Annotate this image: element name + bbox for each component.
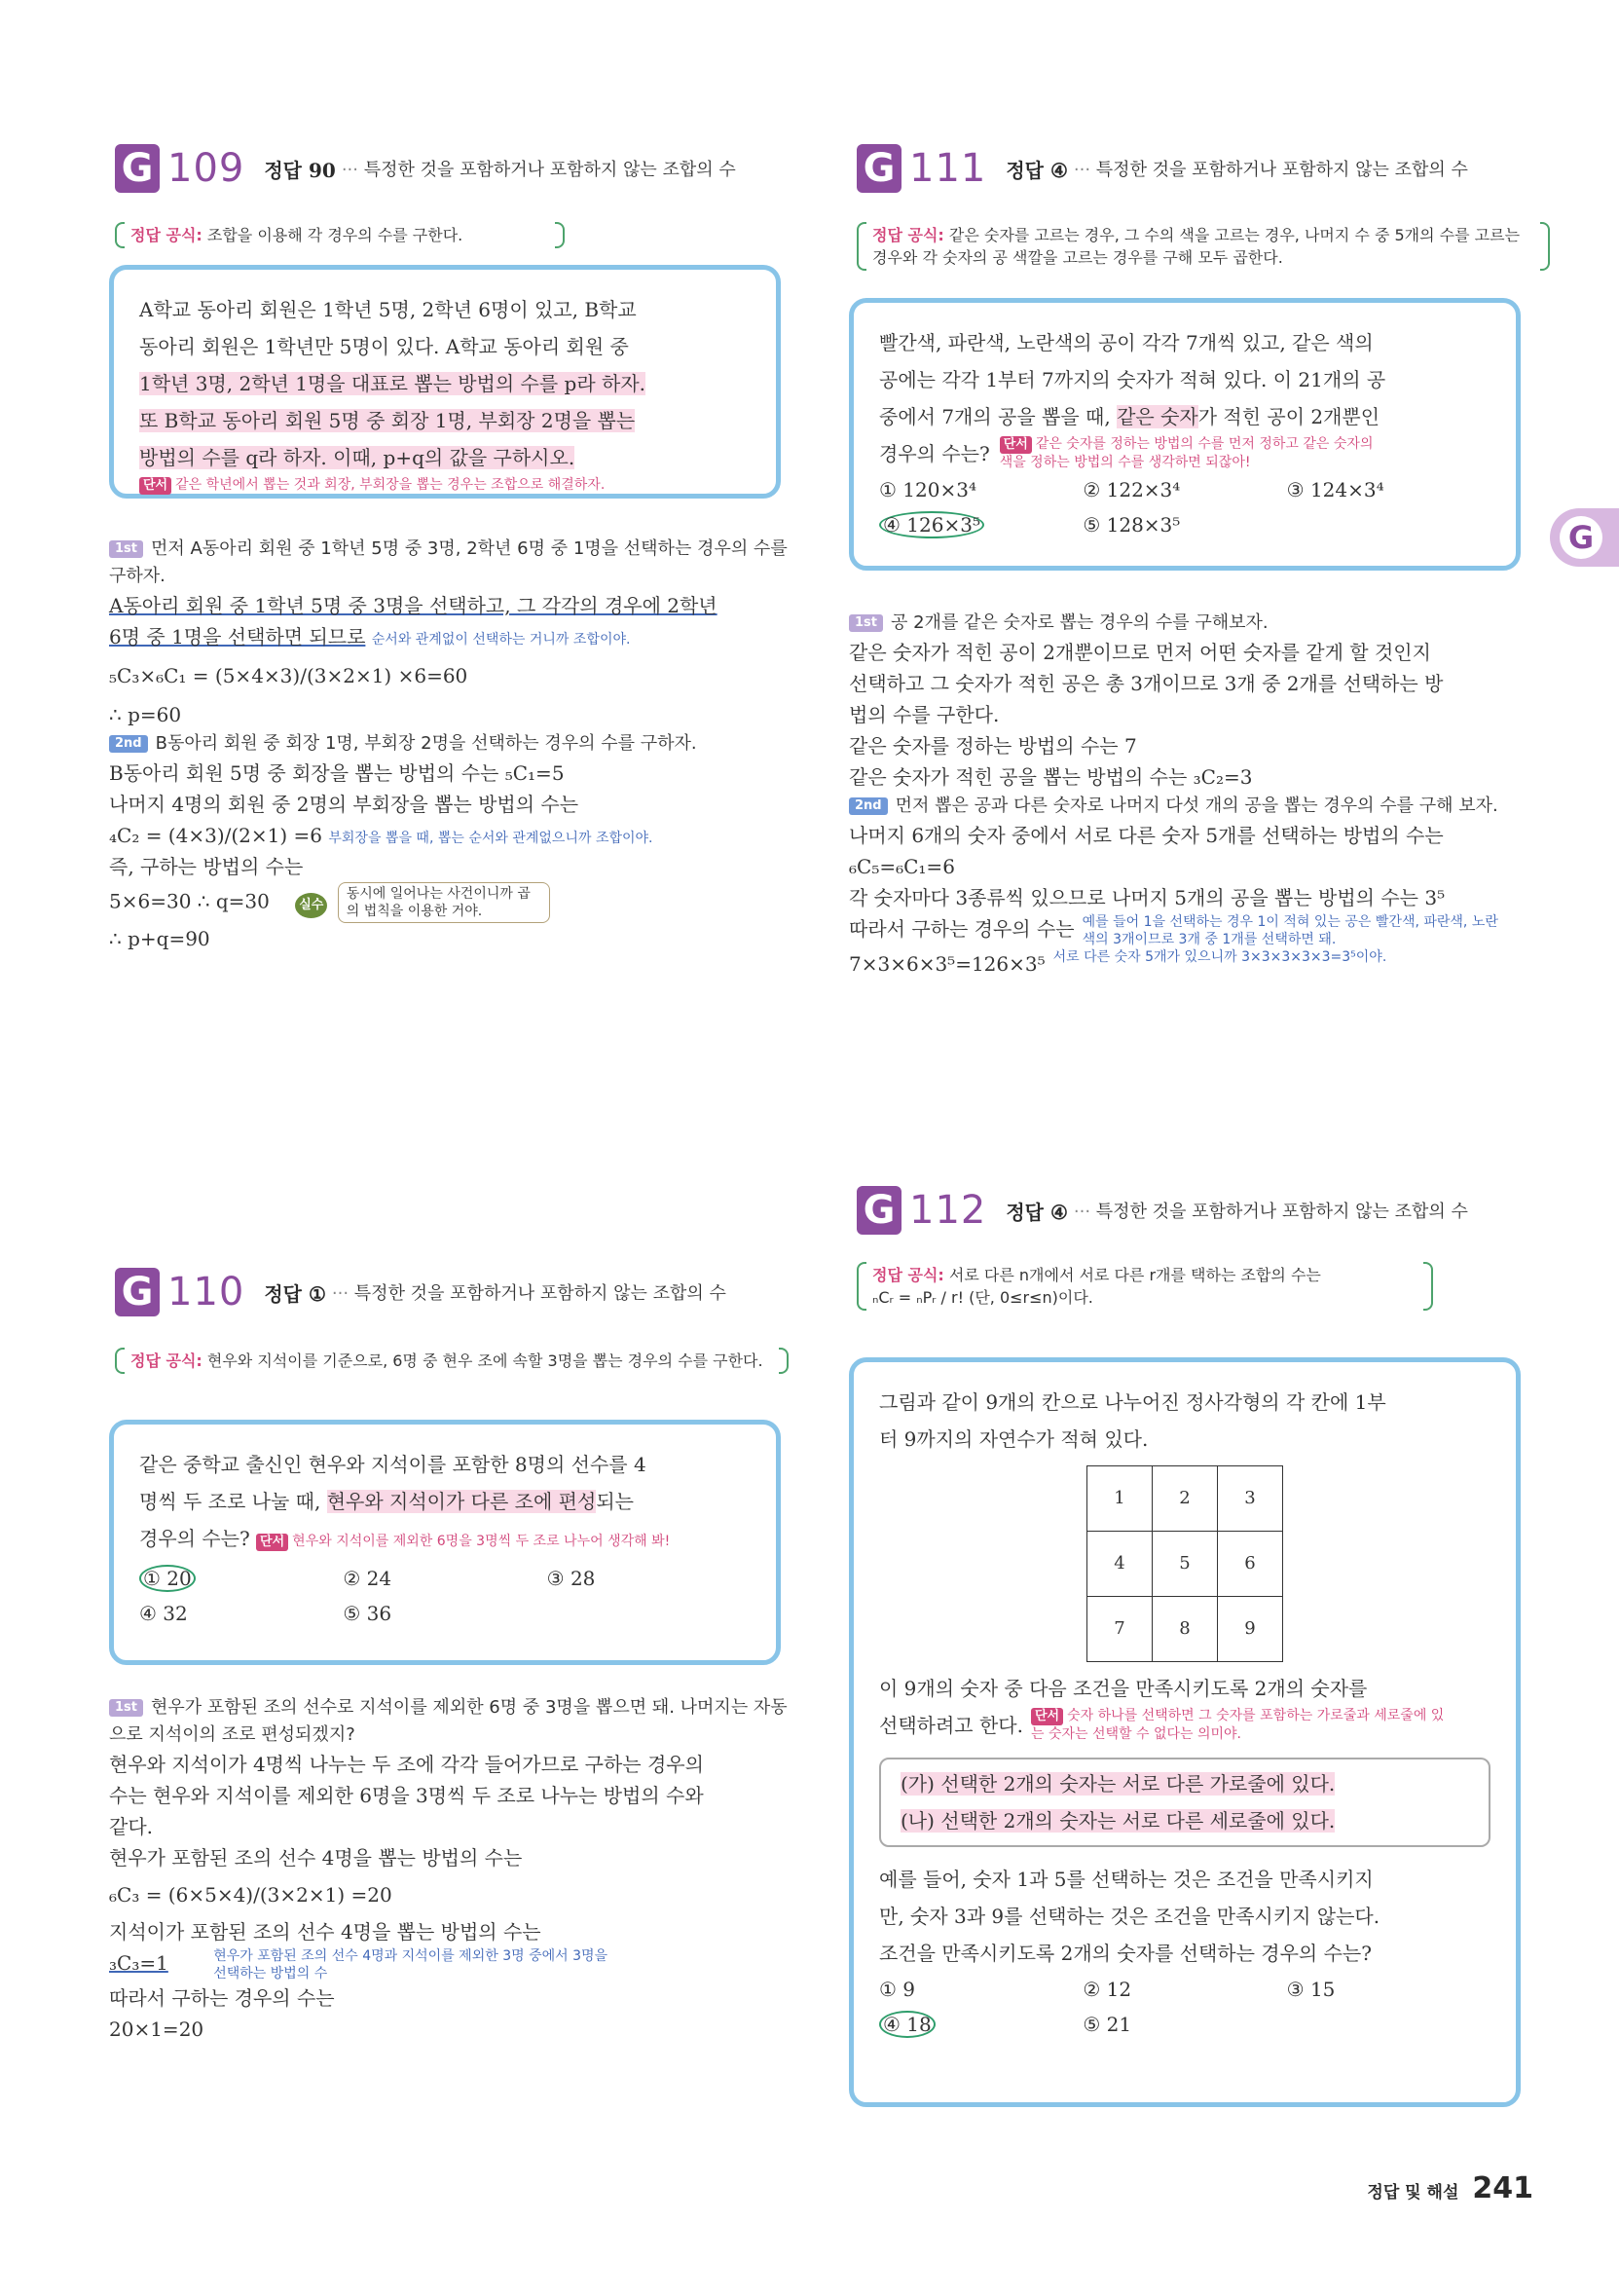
sol-line: ₃C₃=1 현우가 포함된 조의 선수 4명과 지석이를 제외한 3명 중에서 3명을 선택하는 방법의 수 bbox=[109, 1948, 608, 1981]
sol-line: 법의 수를 구한다. bbox=[849, 703, 1000, 726]
option[interactable]: ⑤ 21 bbox=[1083, 2013, 1132, 2036]
problem-line: 예를 들어, 숫자 1과 5를 선택하는 것은 조건을 만족시키지 bbox=[879, 1868, 1374, 1891]
option[interactable]: ④ 126×3⁵ bbox=[879, 507, 1083, 542]
problem-box-111 bbox=[849, 298, 1521, 571]
grid-cell: 2 bbox=[1153, 1466, 1218, 1532]
solution-111 bbox=[849, 610, 1530, 980]
sol-line: B동아리 회원 5명 중 회장을 뽑는 방법의 수는 ₅C₁=5 bbox=[109, 761, 565, 785]
problem-line: 경우의 수는? 단서 같은 숫자를 정하는 방법의 수를 먼저 정하고 같은 숫자의 색을 정하는 방법의 수를 생각하면 되잖아! bbox=[879, 436, 1374, 470]
problem-highlight: 또 B학교 동아리 회원 5명 중 회장 1명, 부회장 2명을 뽑는 bbox=[139, 409, 636, 432]
option[interactable]: ① 120×3⁴ bbox=[879, 478, 976, 501]
grid-cell: 1 bbox=[1087, 1466, 1153, 1532]
sol-line: A동아리 회원 중 1학년 5명 중 3명을 선택하고, 그 각각의 경우에 2학년 bbox=[109, 594, 718, 617]
sol-line: 5×6=30 ∴ q=30 실수 동시에 일어나는 사건이니까 곱의 법칙을 이용한 거야. bbox=[109, 882, 791, 923]
option[interactable]: ① 9 bbox=[879, 1978, 916, 2001]
sol-line: ₆C₅=₆C₁=6 bbox=[849, 855, 955, 878]
step-2: 2nd 먼저 뽑은 공과 다른 숫자로 나머지 다섯 개의 공을 뽑는 경우의 수를 구해 보자. bbox=[849, 793, 1530, 820]
g-badge: G bbox=[115, 144, 160, 193]
option[interactable]: ④ 18 bbox=[879, 2007, 1083, 2042]
answer: 정답 90 bbox=[264, 158, 336, 182]
mistake-note: 동시에 일어나는 사건이니까 곱의 법칙을 이용한 거야. bbox=[338, 882, 550, 923]
solution-110 bbox=[109, 1694, 791, 2045]
option[interactable]: ⑤ 36 bbox=[343, 1602, 392, 1625]
option[interactable]: ④ 32 bbox=[139, 1602, 188, 1625]
topic: ··· 특정한 것을 포함하거나 포함하지 않는 조합의 수 bbox=[1074, 156, 1468, 181]
sol-line: 수는 현우와 지석이를 제외한 6명을 3명씩 두 조로 나누는 방법의 수와 bbox=[109, 1784, 704, 1807]
problem-line: 터 9까지의 자연수가 적혀 있다. bbox=[879, 1427, 1149, 1451]
grid-cell: 7 bbox=[1087, 1597, 1153, 1662]
problem-line: A학교 동아리 회원은 1학년 5명, 2학년 6명이 있고, B학교 bbox=[139, 298, 637, 321]
solution-109 bbox=[109, 536, 791, 954]
header-112 bbox=[857, 1186, 1468, 1235]
sol-line: 각 숫자마다 3종류씩 있으므로 나머지 5개의 공을 뽑는 방법의 수는 3⁵ bbox=[849, 886, 1446, 909]
grid-cell: 6 bbox=[1218, 1532, 1283, 1597]
option[interactable]: ② 122×3⁴ bbox=[1083, 478, 1181, 501]
sol-line: 나머지 4명의 회원 중 2명의 부회장을 뽑는 방법의 수는 bbox=[109, 793, 579, 816]
sol-line: 같은 숫자가 적힌 공이 2개뿐이므로 먼저 어떤 숫자를 같게 할 것인지 bbox=[849, 641, 1431, 664]
problem-line: 중에서 7개의 공을 뽑을 때, 같은 숫자가 적힌 공이 2개뿐인 bbox=[879, 405, 1380, 428]
sol-line: 따라서 구하는 경우의 수는 bbox=[109, 1986, 335, 2010]
sol-line: 같은 숫자가 적힌 공을 뽑는 방법의 수는 ₃C₂=3 bbox=[849, 765, 1253, 789]
step-1: 1st 현우가 포함된 조의 선수로 지석이를 제외한 6명 중 3명을 뽑으면 돼. 나머지는 자동으로 지석이의 조로 편성되겠지? bbox=[109, 1697, 788, 1745]
conditions-box bbox=[879, 1758, 1490, 1847]
option[interactable]: ③ 124×3⁴ bbox=[1286, 478, 1384, 501]
option[interactable]: ② 24 bbox=[343, 1567, 392, 1590]
sol-line: 같다. bbox=[109, 1815, 153, 1838]
grid-cell: 3 bbox=[1218, 1466, 1283, 1532]
problem-line: 만, 숫자 3과 9를 선택하는 것은 조건을 만족시키지 않는다. bbox=[879, 1905, 1380, 1928]
sol-line: 같은 숫자를 정하는 방법의 수는 7 bbox=[849, 734, 1137, 758]
problem-line: 명씩 두 조로 나눌 때, 현우와 지석이가 다른 조에 편성되는 bbox=[139, 1490, 634, 1513]
grid-cell: 8 bbox=[1153, 1597, 1218, 1662]
option[interactable]: ③ 15 bbox=[1286, 1978, 1336, 2001]
grid-cell: 4 bbox=[1087, 1532, 1153, 1597]
problem-number: 110 bbox=[167, 1270, 245, 1315]
g-badge: G bbox=[115, 1268, 160, 1316]
options bbox=[879, 1972, 1490, 2042]
option[interactable]: ⑤ 128×3⁵ bbox=[1083, 513, 1181, 537]
sol-line: ₅C₃×₆C₁ = (5×4×3)/(3×2×1) ×6=60 bbox=[109, 664, 468, 687]
g-badge: G bbox=[857, 1186, 901, 1235]
problem-highlight: 방법의 수를 q라 하자. 이때, p+q의 값을 구하시오. bbox=[139, 446, 575, 469]
sol-line: 나머지 6개의 숫자 중에서 서로 다른 숫자 5개를 선택하는 방법의 수는 bbox=[849, 824, 1444, 847]
mistake-badge: 실수 bbox=[295, 893, 327, 918]
topic: ··· 특정한 것을 포함하거나 포함하지 않는 조합의 수 bbox=[332, 1279, 726, 1305]
problem-line: 경우의 수는? 단서 현우와 지석이를 제외한 6명을 3명씩 두 조로 나누어 생각해 봐! bbox=[139, 1527, 671, 1550]
problem-line: 조건을 만족시키도록 2개의 숫자를 선택하는 경우의 수는? bbox=[879, 1942, 1372, 1965]
topic: ··· 특정한 것을 포함하거나 포함하지 않는 조합의 수 bbox=[342, 156, 736, 181]
problem-box-109 bbox=[109, 265, 781, 499]
condition: (나) 선택한 2개의 숫자는 서로 다른 세로줄에 있다. bbox=[901, 1809, 1336, 1833]
sol-line: 6명 중 1명을 선택하면 되므로 순서와 관계없이 선택하는 거니까 조합이야. bbox=[109, 625, 631, 648]
sol-line: 20×1=20 bbox=[109, 2018, 204, 2041]
grid-cell: 9 bbox=[1218, 1597, 1283, 1662]
page-footer bbox=[1367, 2171, 1533, 2205]
problem-highlight: 1학년 3명, 2학년 1명을 대표로 뽑는 방법의 수를 p라 하자. bbox=[139, 372, 646, 395]
option[interactable]: ② 12 bbox=[1083, 1978, 1132, 2001]
sol-line: 지석이가 포함된 조의 선수 4명을 뽑는 방법의 수는 bbox=[109, 1920, 541, 1944]
formula-111: 정답 공식: 같은 숫자를 고르는 경우, 그 수의 색을 고르는 경우, 나머지 수 중 5개의 수를 고르는 경우와 각 숫자의 공 색깔을 고르는 경우를 구해 모두 곱한다. bbox=[857, 220, 1550, 273]
formula-110: 정답 공식: 현우와 지석이를 기준으로, 6명 중 현우 조에 속할 3명을 뽑는 경우의 수를 구한다. bbox=[115, 1346, 789, 1376]
problem-box-110 bbox=[109, 1420, 781, 1665]
sol-line: ∴ p=60 bbox=[109, 703, 182, 726]
grid-cell: 5 bbox=[1153, 1532, 1218, 1597]
problem-line: 같은 중학교 출신인 현우와 지석이를 포함한 8명의 선수를 4 bbox=[139, 1453, 646, 1476]
problem-line: 동아리 회원은 1학년만 5명이 있다. A학교 동아리 회원 중 bbox=[139, 335, 629, 358]
sol-line: 즉, 구하는 방법의 수는 bbox=[109, 855, 304, 878]
header-111 bbox=[857, 144, 1468, 193]
problem-number: 111 bbox=[909, 146, 987, 191]
condition: (가) 선택한 2개의 숫자는 서로 다른 가로줄에 있다. bbox=[901, 1772, 1336, 1796]
problem-line: 그림과 같이 9개의 칸으로 나누어진 정사각형의 각 칸에 1부 bbox=[879, 1390, 1386, 1414]
sol-line: 7×3×6×3⁵=126×3⁵ 서로 다른 숫자 5개가 있으니까 3×3×3×3×3=3⁵이야. bbox=[849, 949, 1387, 976]
problem-line: 공에는 각각 1부터 7까지의 숫자가 적혀 있다. 이 21개의 공 bbox=[879, 368, 1386, 391]
sol-line: ∴ p+q=90 bbox=[109, 927, 210, 950]
page-number: 241 bbox=[1472, 2171, 1533, 2205]
topic: ··· 특정한 것을 포함하거나 포함하지 않는 조합의 수 bbox=[1074, 1198, 1468, 1223]
problem-line: 빨간색, 파란색, 노란색의 공이 각각 7개씩 있고, 같은 색의 bbox=[879, 331, 1374, 354]
formula-112: 정답 공식: 서로 다른 n개에서 서로 다른 r개를 택하는 조합의 수는 ₙCᵣ = ₙPᵣ / r! (단, 0≤r≤n)이다. bbox=[857, 1260, 1433, 1313]
sol-line: ₆C₃ = (6×5×4)/(3×2×1) =20 bbox=[109, 1883, 392, 1907]
header-109 bbox=[115, 144, 736, 193]
sol-line: 선택하고 그 숫자가 적힌 공은 총 3개이므로 3개 중 2개를 선택하는 방 bbox=[849, 672, 1444, 695]
footer-label: 정답 및 해설 bbox=[1367, 2183, 1459, 2203]
header-110 bbox=[115, 1268, 726, 1316]
answer: 정답 ① bbox=[264, 1281, 326, 1306]
step-2: 2nd B동아리 회원 중 회장 1명, 부회장 2명을 선택하는 경우의 수를 구하자. bbox=[109, 730, 791, 758]
step-1: 1st 공 2개를 같은 숫자로 뽑는 경우의 수를 구해보자. bbox=[849, 610, 1530, 637]
options bbox=[879, 472, 1490, 542]
option[interactable]: ③ 28 bbox=[546, 1567, 596, 1590]
sol-line: ₄C₂ = (4×3)/(2×1) =6 부회장을 뽑을 때, 뽑는 순서와 관계없으니까 조합이야. bbox=[109, 824, 653, 847]
options bbox=[139, 1561, 751, 1631]
step-1: 1st 먼저 A동아리 회원 중 1학년 5명 중 3명, 2학년 6명 중 1명을 선택하는 경우의 수를 구하자. bbox=[109, 538, 788, 586]
sol-line: 현우가 포함된 조의 선수 4명을 뽑는 방법의 수는 bbox=[109, 1846, 523, 1870]
answer: 정답 ④ bbox=[1006, 1200, 1068, 1224]
problem-line: 이 9개의 숫자 중 다음 조건을 만족시키도록 2개의 숫자를 bbox=[879, 1677, 1368, 1700]
number-grid bbox=[1086, 1465, 1283, 1662]
section-tab-label: G bbox=[1560, 516, 1602, 559]
section-tab[interactable] bbox=[1550, 508, 1619, 567]
formula-109: 정답 공식: 조합을 이용해 각 경우의 수를 구한다. bbox=[115, 220, 565, 250]
hint: 단서 같은 학년에서 뽑는 것과 회장, 부회장을 뽑는 경우는 조합으로 해결하자. bbox=[139, 476, 751, 495]
g-badge: G bbox=[857, 144, 901, 193]
problem-number: 112 bbox=[909, 1188, 987, 1233]
sol-line: 현우와 지석이가 4명씩 나누는 두 조에 각각 들어가므로 구하는 경우의 bbox=[109, 1753, 704, 1776]
problem-box-112 bbox=[849, 1357, 1521, 2107]
answer: 정답 ④ bbox=[1006, 158, 1068, 182]
option[interactable]: ① 20 bbox=[139, 1561, 343, 1596]
sol-line: 따라서 구하는 경우의 수는 예를 들어 1을 선택하는 경우 1이 적혀 있는 공은 빨간색, 파란색, 노란색의 3개이므로 3개 중 1개를 선택하면 돼. bbox=[849, 914, 1498, 947]
problem-number: 109 bbox=[167, 146, 245, 191]
problem-line: 선택하려고 한다. 단서 숫자 하나를 선택하면 그 숫자를 포함하는 가로줄과 세로줄에 있는 숫자는 선택할 수 없다는 의미야. bbox=[879, 1708, 1445, 1742]
